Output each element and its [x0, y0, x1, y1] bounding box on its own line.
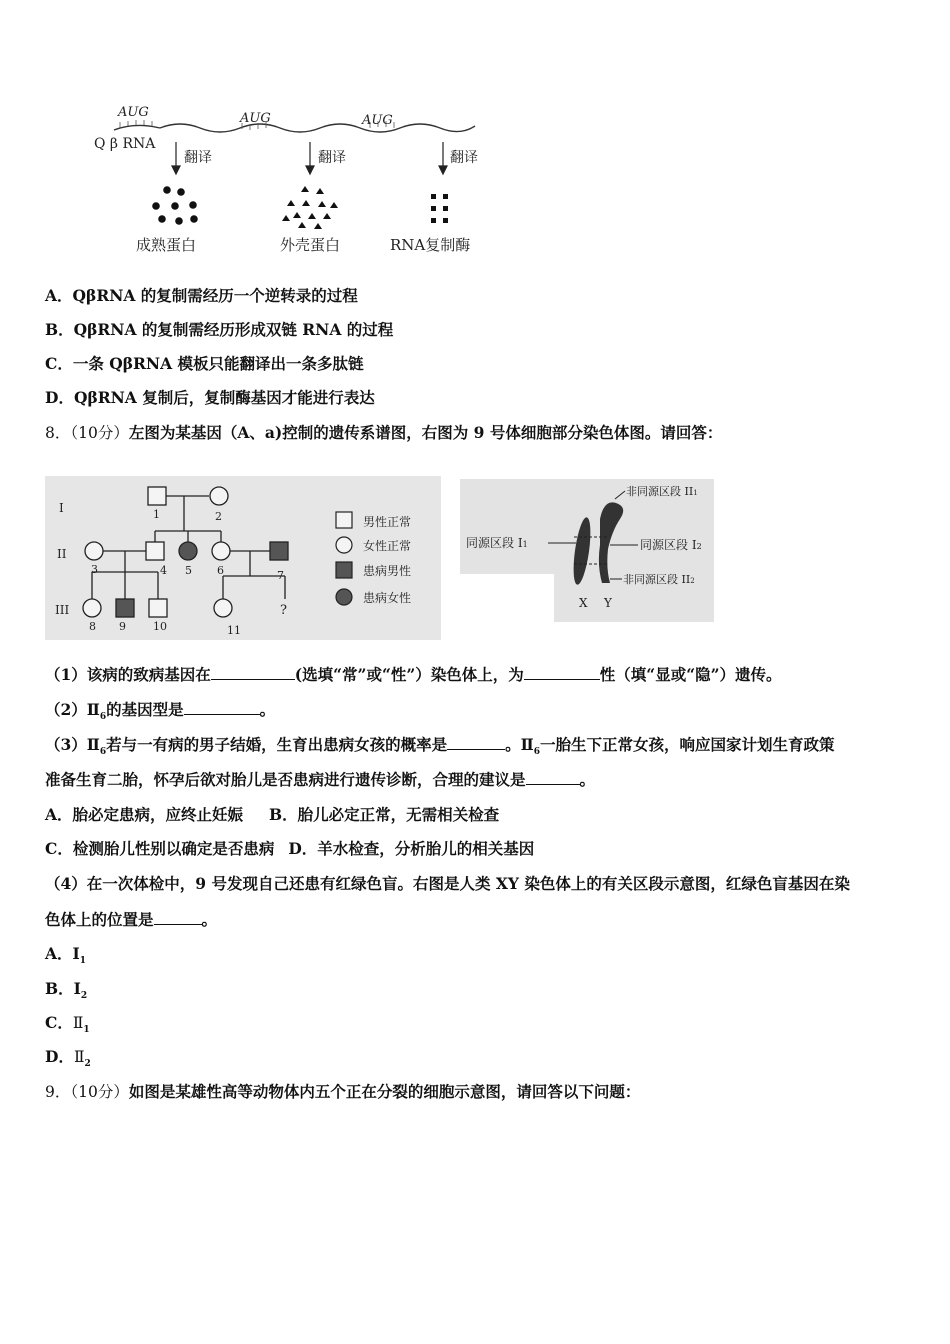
- label-nonhomologous-top: 非同源区段 II1: [626, 485, 698, 498]
- gen-III: III: [55, 603, 70, 617]
- product-coat: 外壳蛋白: [280, 236, 341, 254]
- arrow-label-2: 翻译: [318, 150, 346, 166]
- mature-protein-dots: [152, 186, 198, 225]
- ind-7: 7: [277, 569, 284, 582]
- answer-blank: [526, 770, 580, 785]
- label-y: Y: [604, 596, 612, 610]
- ind-11: 11: [227, 624, 241, 637]
- q8-stem: 8．（10分）左图为某基因（A、a)控制的遗传系谱图，右图为 9 号体细胞部分染色体图。请回答：: [45, 423, 723, 442]
- pedigree-figure: [45, 476, 441, 640]
- rna-label: Q β RNA: [94, 136, 156, 152]
- q8-sub4-option-d: D．$Ⅱ_2$: [45, 1047, 91, 1070]
- q8-sub3-options-ab: A．胎必定患病，应终止妊娠 B．胎儿必定正常，无需相关检查: [45, 805, 500, 824]
- q8-sub1: （1）该病的致病基因在 (选填“常”或“性”）染色体上，为 性（填“显或“隐”）遗传。: [45, 665, 782, 684]
- label-homologous-right: 同源区段 I2: [640, 538, 702, 552]
- product-replicase: RNA复制酶: [390, 236, 471, 254]
- label-x: X: [579, 596, 588, 610]
- ind-10: 10: [153, 620, 167, 633]
- ind-6: 6: [217, 564, 224, 577]
- ind-5: 5: [185, 564, 192, 577]
- q8-sub4-option-c: C．$Ⅱ_1$: [45, 1013, 90, 1036]
- q9-stem: 9．（10分）如图是某雄性高等动物体内五个正在分裂的细胞示意图，请回答以下问题：: [45, 1082, 641, 1101]
- q7-option-c: C．一条 QβRNA 模板只能翻译出一条多肽链: [45, 354, 364, 373]
- answer-blank: [211, 665, 295, 680]
- coat-protein-triangles: [282, 186, 338, 229]
- q8-sub4-option-b: B．$I_2$: [45, 979, 88, 1002]
- q8-sub3: $(3)Ⅱ_6$若与一有病的男子结婚，生育出患病女孩的概率是 。$Ⅱ_6$一胎生下正常女孩，响应国家计划生育政策: [45, 735, 835, 758]
- q8-sub3-options-cd: C．检测胎儿性别以确定是否患病 D．羊水检查，分析胎儿的相关基因: [45, 839, 535, 858]
- q7-option-d: D．QβRNA 复制后，复制酶基因才能进行表达: [45, 388, 375, 407]
- rna-strand: [160, 124, 475, 132]
- product-mature: 成熟蛋白: [136, 236, 197, 254]
- ind-4: 4: [160, 564, 167, 577]
- codon-3: AUG: [362, 113, 393, 128]
- codon-1: AUG: [118, 105, 149, 120]
- q8-sub3-line2: 准备生育二胎，怀孕后欲对胎儿是否患病进行遗传诊断，合理的建议是 。: [45, 770, 596, 789]
- q8-sub2: $(2)Ⅱ_6$的基因型是 。: [45, 700, 276, 723]
- answer-blank: [524, 665, 600, 680]
- codon-2: AUG: [240, 111, 271, 126]
- label-homologous: 同源区段 I1: [466, 536, 528, 550]
- arrow-label-1: 翻译: [184, 150, 212, 166]
- answer-blank: [154, 910, 202, 925]
- q8-sub4-option-a: A．$I_1$: [45, 944, 87, 967]
- ind-8: 8: [89, 620, 96, 633]
- replicase-squares: [431, 194, 448, 223]
- label-nonhomologous-bottom: 非同源区段 II2: [623, 573, 695, 586]
- q7-option-a: A．QβRNA 的复制需经历一个逆转录的过程: [45, 286, 358, 305]
- gen-I: I: [59, 501, 64, 515]
- q7-option-b: B．QβRNA 的复制需经历形成双链 RNA 的过程: [45, 320, 394, 339]
- ind-3: 3: [91, 563, 98, 576]
- q8-sub4: （4）在一次体检中，9 号发现自己还患有红绿色盲。右图是人类 XY 染色体上的有关区段示意图，红绿色盲基因在染: [45, 874, 850, 893]
- ind-2: 2: [215, 510, 222, 523]
- qb-rna-figure: [90, 98, 530, 266]
- legend-female-affected: 患病女性: [363, 591, 412, 605]
- ind-unknown: ?: [280, 603, 287, 618]
- legend-female-normal: 女性正常: [363, 539, 412, 553]
- arrow-label-3: 翻译: [450, 150, 478, 166]
- ind-9: 9: [119, 620, 126, 633]
- legend-male-affected: 患病男性: [363, 564, 412, 578]
- gen-II: II: [57, 547, 67, 561]
- xy-chromosome-figure: [460, 479, 714, 622]
- answer-blank: [184, 700, 260, 715]
- q8-sub4-line2: 色体上的位置是 。: [45, 910, 218, 929]
- answer-blank: [447, 735, 505, 750]
- ind-1: 1: [153, 508, 160, 521]
- legend-male-normal: 男性正常: [363, 515, 412, 529]
